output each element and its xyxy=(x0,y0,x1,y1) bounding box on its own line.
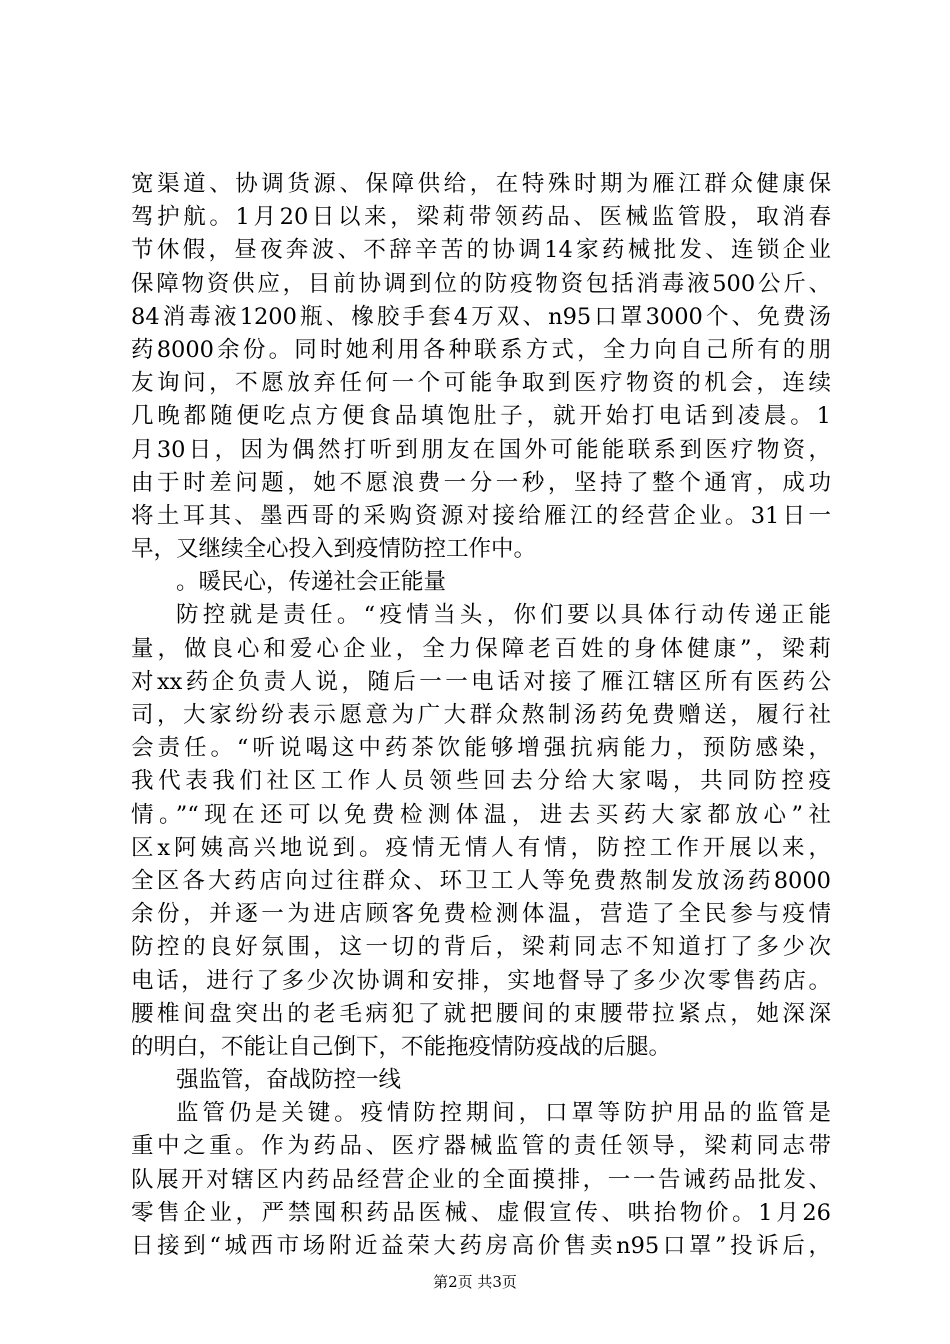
text-line: 量，做良心和爱心企业，全力保障老百姓的身体健康”，梁莉 xyxy=(131,635,831,662)
text-line: 保障物资供应，目前协调到位的防疫物资包括消毒液500公斤、 xyxy=(131,270,831,297)
text-line: 余份，并逐一为进店顾客免费检测体温，营造了全民参与疫情 xyxy=(131,901,831,928)
text-line: 防控的良好氛围，这一切的背后，梁莉同志不知道打了多少次 xyxy=(131,934,831,961)
text-line: 队展开对辖区内药品经营企业的全面摸排，一一告诫药品批发、 xyxy=(131,1166,831,1193)
text-line: 宽渠道、协调货源、保障供给，在特殊时期为雁江群众健康保 xyxy=(131,171,831,197)
text-line: 。暖民心，传递社会正能量 xyxy=(176,569,447,596)
text-line: 全区各大药店向过往群众、环卫工人等免费熬制发放汤药8000 xyxy=(131,867,831,894)
page-footer: 第2页 共3页 xyxy=(433,1273,517,1291)
text-line: 友询问，不愿放弃任何一个可能争取到医疗物资的机会，连续 xyxy=(131,370,831,397)
text-line: 零售企业，严禁囤积药品医械、虚假宣传、哄抬物价。1月26 xyxy=(131,1199,831,1226)
document-body xyxy=(131,168,831,1263)
text-line: 区x阿姨高兴地说到。疫情无情人有情，防控工作开展以来， xyxy=(131,834,831,861)
text-line: 重中之重。作为药品、医疗器械监管的责任领导，梁莉同志带 xyxy=(131,1133,831,1160)
text-line: 强监管，奋战防控一线 xyxy=(176,1067,402,1094)
text-line: 司，大家纷纷表示愿意为广大群众熬制汤药免费赠送，履行社 xyxy=(131,702,831,728)
text-line: 节休假，昼夜奔波、不辞辛苦的协调14家药械批发、连锁企业 xyxy=(131,237,831,264)
text-line: 几晚都随便吃点方便食品填饱肚子，就开始打电话到凌晨。1 xyxy=(131,403,831,430)
text-line: 早，又继续全心投入到疫情防控工作中。 xyxy=(131,536,537,563)
text-line: 驾护航。1月20日以来，梁莉带领药品、医械监管股，取消春 xyxy=(131,204,831,231)
text-line: 防控就是责任。“疫情当头，你们要以具体行动传递正能 xyxy=(176,602,831,629)
text-line: 监管仍是关键。疫情防控期间，口罩等防护用品的监管是 xyxy=(176,1100,831,1127)
text-line: 对xx药企负责人说，随后一一电话对接了雁江辖区所有医药公 xyxy=(131,668,831,695)
text-line: 月30日，因为偶然打听到朋友在国外可能能联系到医疗物资， xyxy=(131,436,831,463)
text-line: 的明白，不能让自己倒下，不能拖疫情防疫战的后腿。 xyxy=(131,1033,672,1060)
text-line: 由于时差问题，她不愿浪费一分一秒，坚持了整个通宵，成功 xyxy=(131,469,831,496)
text-line: 会责任。“听说喝这中药茶饮能够增强抗病能力，预防感染， xyxy=(131,735,831,762)
text-line: 腰椎间盘突出的老毛病犯了就把腰间的束腰带拉紧点，她深深 xyxy=(131,1000,831,1027)
text-line: 电话，进行了多少次协调和安排，实地督导了多少次零售药店。 xyxy=(131,967,831,994)
text-line: 药8000余份。同时她利用各种联系方式，全力向自己所有的朋 xyxy=(131,336,831,363)
text-line: 情。”“现在还可以免费检测体温，进去买药大家都放心”社 xyxy=(131,801,831,828)
text-line: 84消毒液1200瓶、橡胶手套4万双、n95口罩3000个、免费汤 xyxy=(131,303,831,330)
text-line: 日接到“城西市场附近益荣大药房高价售卖n95口罩”投诉后， xyxy=(131,1233,831,1259)
text-line: 我代表我们社区工作人员领些回去分给大家喝，共同防控疫 xyxy=(131,768,831,795)
text-line: 将土耳其、墨西哥的采购资源对接给雁江的经营企业。31日一 xyxy=(131,502,831,529)
